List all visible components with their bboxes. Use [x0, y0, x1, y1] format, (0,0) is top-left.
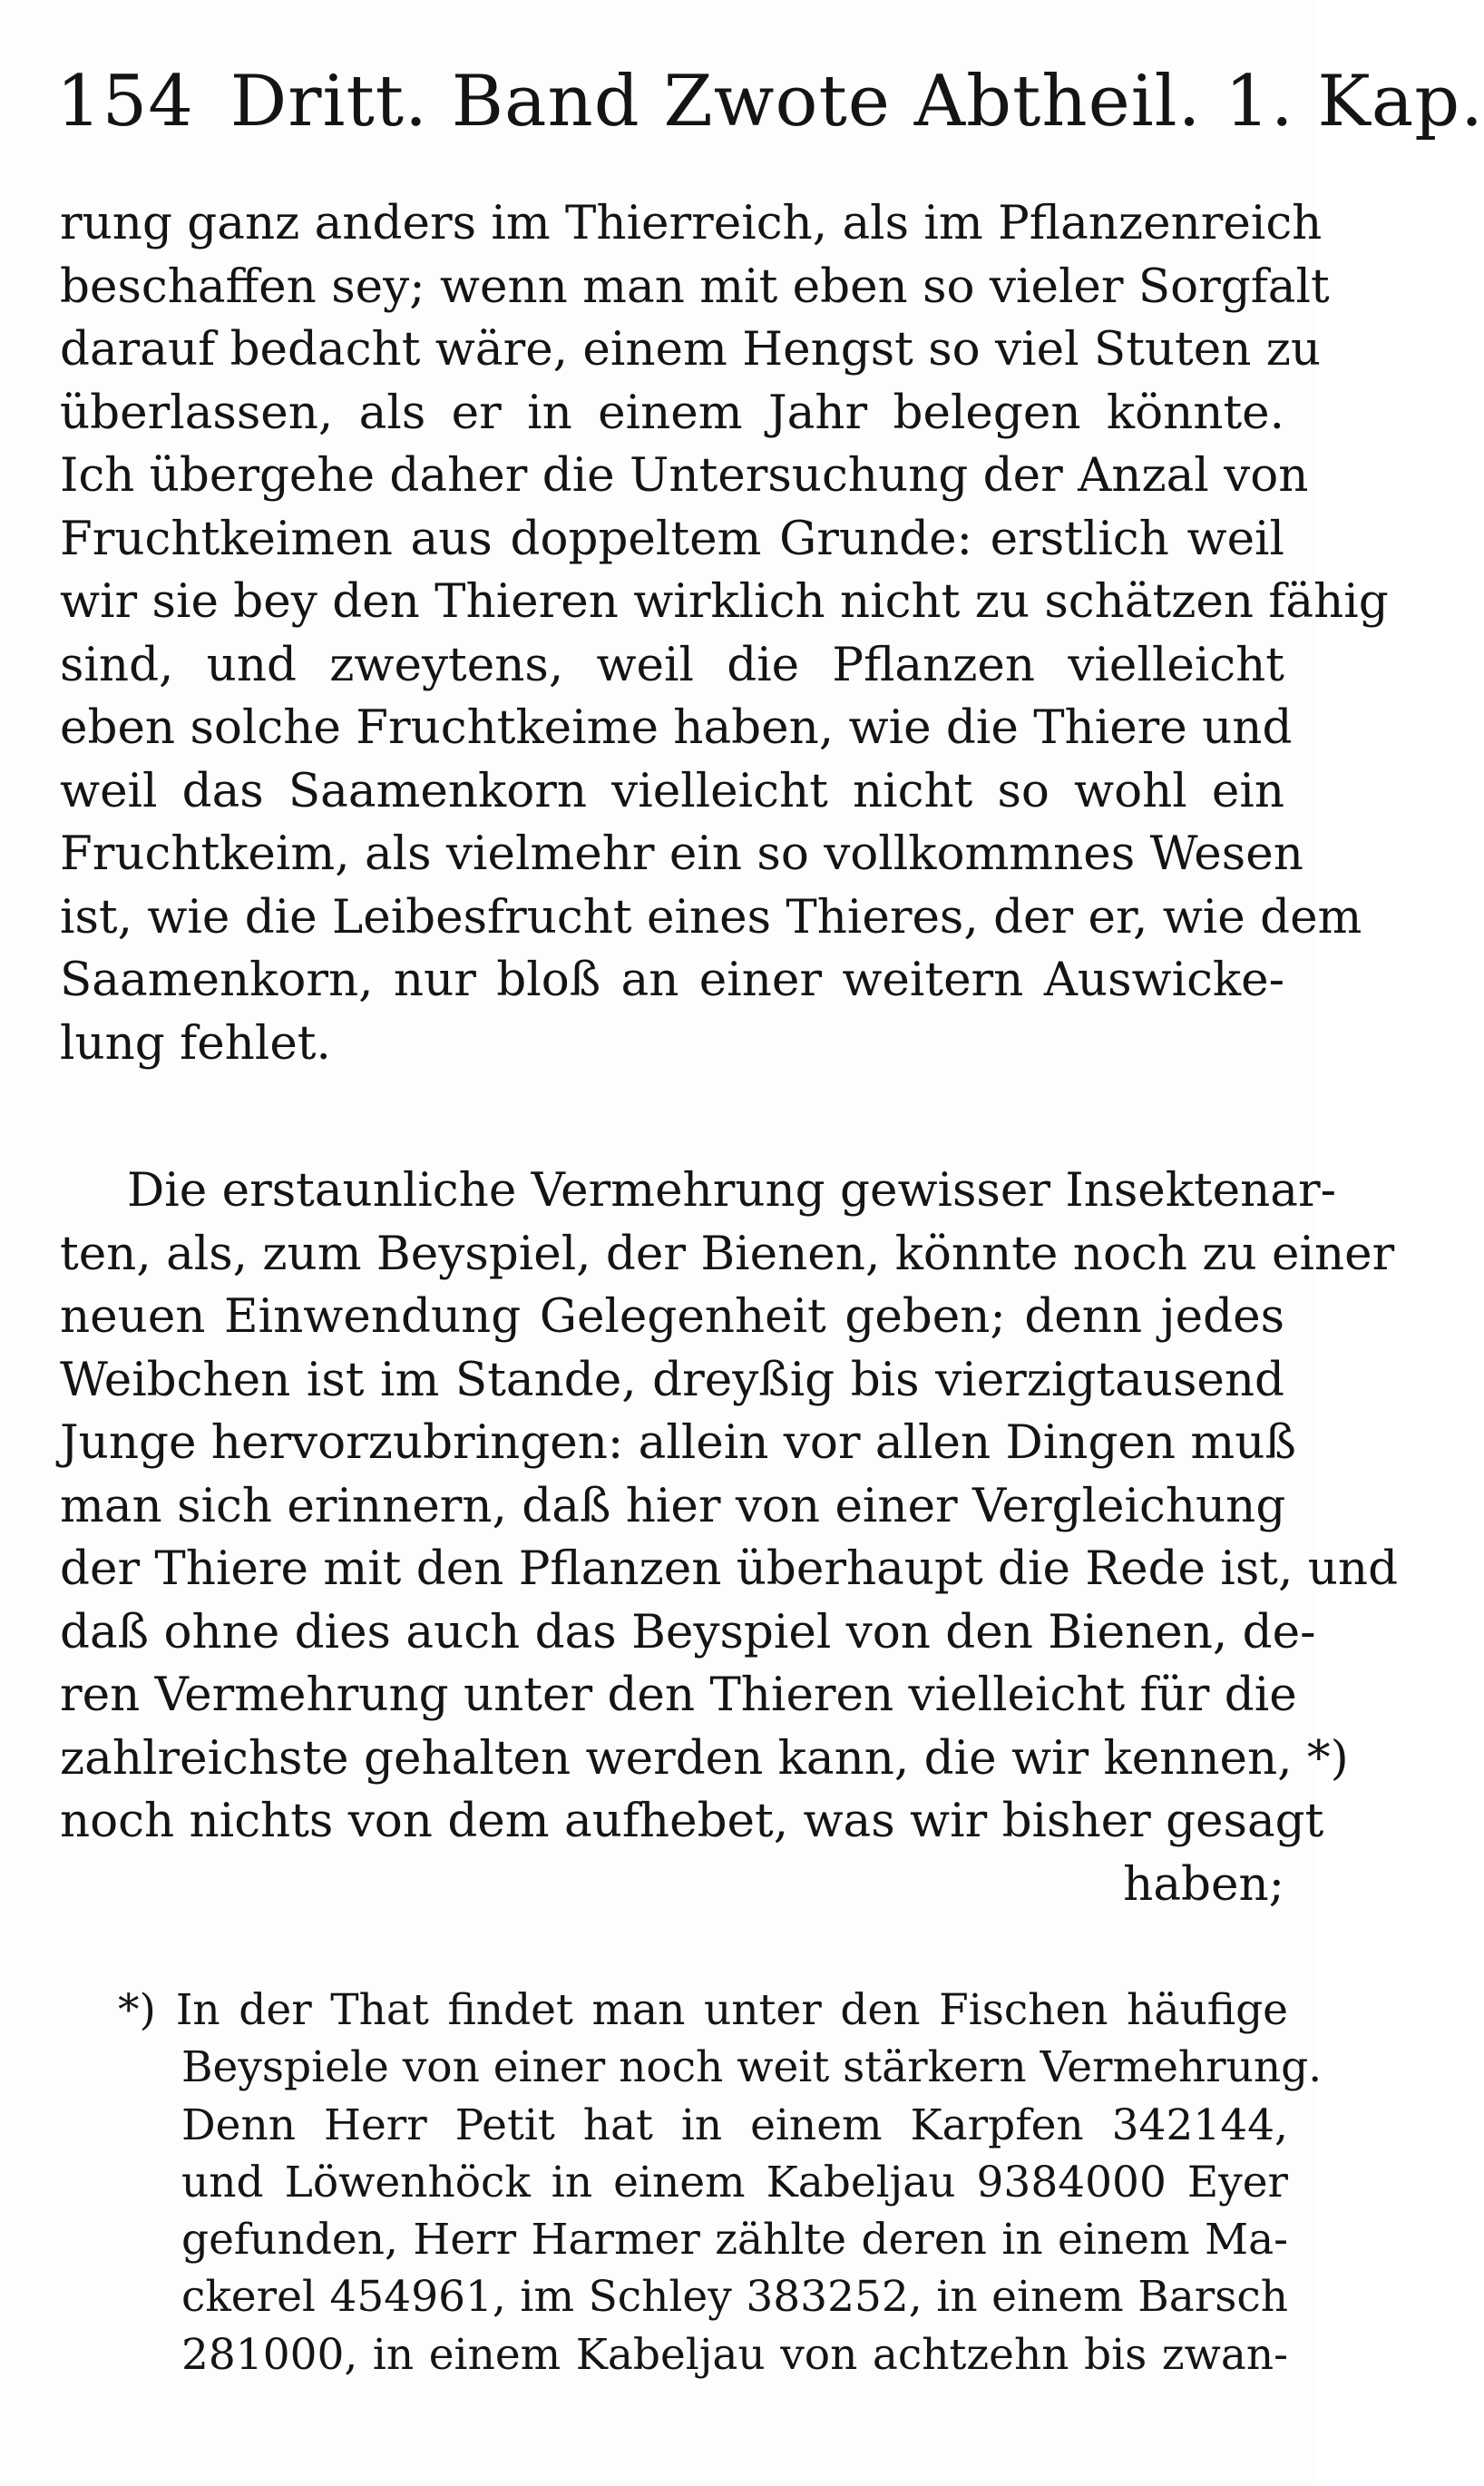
text-line: weil das Saamenkorn vielleicht nicht so wohl ein [60, 763, 1284, 818]
footnote-line: gefunden, Herr Harmer zählte deren in einem Ma- [181, 2215, 1288, 2266]
text-line: Die erstaunliche Vermehrung gewisser Insektenar- [127, 1163, 1337, 1218]
footnote-line [118, 1982, 1288, 2039]
text-line: haben; [1123, 1856, 1284, 1912]
footnote-line: Beyspiele von einer noch weit stärkern Vermehrung. [181, 2042, 1323, 2093]
text-line: ist, wie die Leibesfrucht eines Thieres, der er, wie dem [60, 889, 1362, 944]
footnote [118, 1982, 1323, 2383]
text-line: wir sie bey den Thieren wirklich nicht zu schätzen fähig [60, 574, 1389, 629]
running-head-title: Dritt. Band Zwote Abtheil. 1. Kap. [229, 61, 1484, 142]
text-line: Junge hervorzubringen: allein vor allen Dingen muß [60, 1415, 1296, 1470]
page-number: 154 [56, 61, 194, 142]
paragraph-2 [60, 1160, 1399, 1916]
text-line: überlassen, als er in einem Jahr belegen könnte. [60, 385, 1284, 440]
text-line: lung fehlet. [60, 1015, 331, 1071]
text-line: beschaffen sey; wenn man mit eben so vieler Sorgfalt [60, 259, 1330, 314]
text-line: rung ganz anders im Thierreich, als im Pflanzenreich [60, 196, 1323, 250]
text-line: ren Vermehrung unter den Thieren vielleicht für die [60, 1668, 1297, 1722]
text-line: sind, und zweytens, weil die Pflanzen vielleicht [60, 637, 1284, 692]
text-line: eben solche Fruchtkeime haben, wie die Thiere und [60, 700, 1293, 755]
text-line: ten, als, zum Beyspiel, der Bienen, könnte noch zu einer [60, 1226, 1395, 1281]
footnote-line: 281000, in einem Kabeljau von achtzehn bis zwan- [181, 2329, 1288, 2380]
text-line: daß ohne dies auch das Beyspiel von den Bienen, de- [60, 1604, 1316, 1659]
text-line: neuen Einwendung Gelegenheit geben; denn jedes [60, 1289, 1284, 1344]
text-line: zahlreichste gehalten werden kann, die wir kennen, *) [60, 1730, 1349, 1786]
paragraph-1 [60, 192, 1389, 1075]
footnote-line: ckerel 454961, im Schley 383252, in einem Barsch [181, 2272, 1288, 2323]
text-line: man sich erinnern, daß hier von einer Vergleichung [60, 1478, 1286, 1533]
text-line: darauf bedacht wäre, einem Hengst so viel Stuten zu [60, 322, 1322, 377]
text-line: Weibchen ist im Stande, dreyßig bis vierzigtausend [60, 1352, 1284, 1407]
text-line: noch nichts von dem aufhebet, was wir bisher gesagt [60, 1794, 1324, 1848]
text-line: Fruchtkeim, als vielmehr ein so vollkommnes Wesen [60, 827, 1303, 881]
text-line: Saamenkorn, nur bloß an einer weitern Auswicke- [60, 953, 1284, 1007]
footnote-line: und Löwenhöck in einem Kabeljau 9384000 Eyer [181, 2157, 1288, 2207]
footnote-marker: *) [118, 1985, 156, 2035]
text-line: Fruchtkeimen aus doppeltem Grunde: erstlich weil [60, 511, 1284, 566]
text-line: der Thiere mit den Pflanzen überhaupt die Rede ist, und [60, 1542, 1399, 1596]
footnote-text: In der That findet man unter den Fischen häufige [175, 1985, 1288, 2035]
text-line: Ich übergehe daher die Untersuchung der Anzal von [60, 448, 1309, 503]
footnote-line: Denn Herr Petit hat in einem Karpfen 342144, [181, 2099, 1288, 2150]
running-header [56, 47, 1484, 156]
